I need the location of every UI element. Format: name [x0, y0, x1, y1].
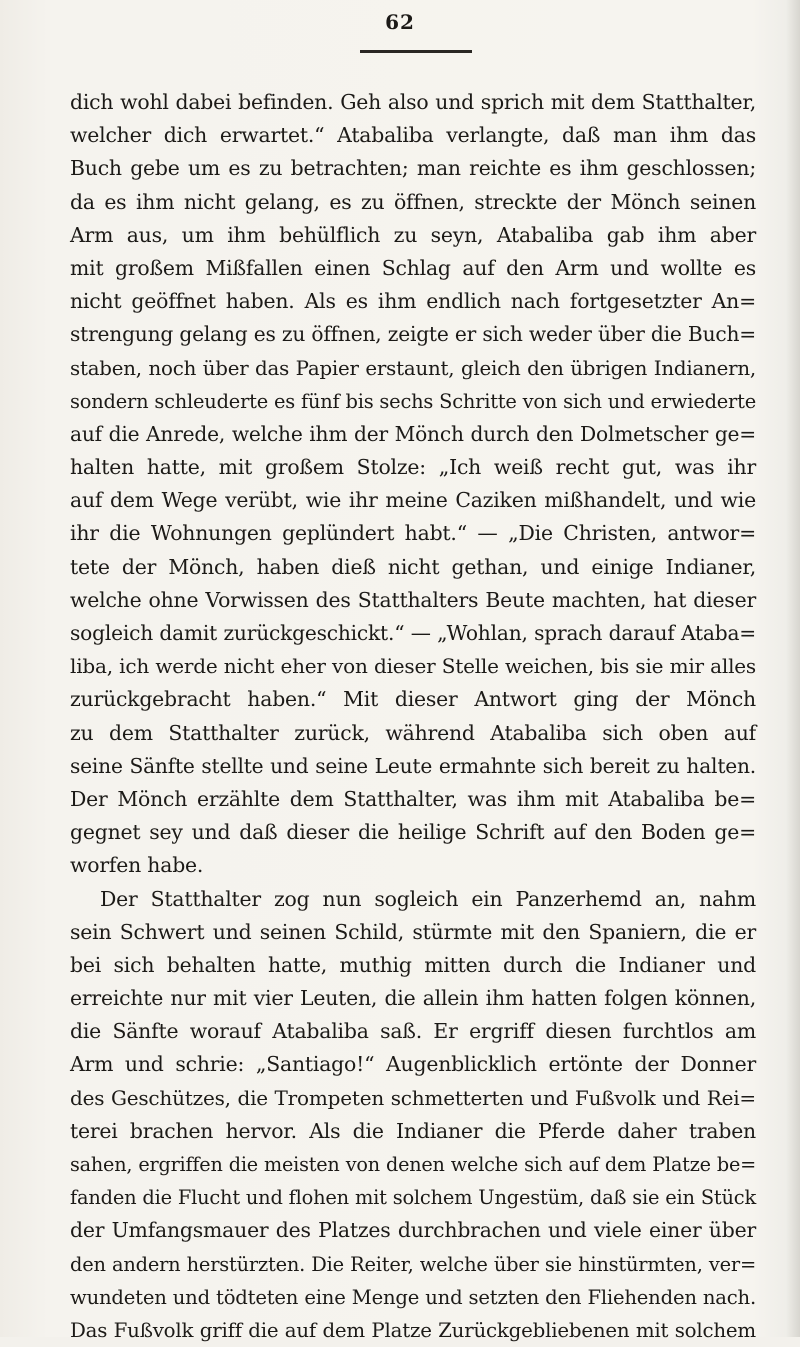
text-line: erreichte nur mit vier Leuten, die allein ihm hatten folgen können,: [70, 986, 756, 1011]
body-text: [70, 86, 756, 1347]
text-line: des Geschützes, die Trompeten schmetterten und Fußvolk und Rei=: [70, 1085, 756, 1110]
text-line: Buch gebe um es zu betrachten; man reichte es ihm geschlossen;: [70, 156, 756, 181]
text-line: zurückgebracht haben.“ Mit dieser Antwort ging der Mönch: [70, 687, 756, 712]
text-line: da es ihm nicht gelang, es zu öffnen, streckte der Mönch seinen: [70, 189, 756, 214]
text-line: staben, noch über das Papier erstaunt, gleich den übrigen Indianern,: [70, 356, 756, 380]
text-line: halten hatte, mit großem Stolze: „Ich weiß recht gut, was ihr: [70, 455, 756, 480]
text-line-paragraph-start: Der Statthalter zog nun sogleich ein Panzerhemd an, nahm: [100, 886, 756, 911]
text-line: strengung gelang es zu öffnen, zeigte er sich weder über die Buch=: [70, 322, 756, 347]
text-line: welcher dich erwartet.“ Atabaliba verlangte, daß man ihm das: [70, 123, 756, 148]
text-line: terei brachen hervor. Als die Indianer die Pferde daher traben: [70, 1118, 756, 1143]
header-rule: [360, 50, 472, 53]
text-line: liba, ich werde nicht eher von dieser Stelle weichen, bis sie mir alles: [70, 654, 756, 679]
text-line: auf die Anrede, welche ihm der Mönch durch den Dolmetscher ge=: [70, 421, 756, 446]
text-line: dich wohl dabei befinden. Geh also und sprich mit dem Statthalter,: [70, 90, 756, 114]
text-line: sondern schleuderte es fünf bis sechs Schritte von sich und erwiederte: [70, 389, 756, 413]
text-line: der Umfangsmauer des Platzes durchbrachen und viele einer über: [70, 1218, 756, 1243]
text-line: welche ohne Vorwissen des Statthalters Beute machten, hat dieser: [70, 587, 756, 612]
text-line-paragraph-end: worfen habe.: [70, 853, 204, 878]
text-line: wundeten und tödteten eine Menge und setzten den Fliehenden nach.: [70, 1285, 756, 1309]
page-edge-shadow: [786, 0, 800, 1337]
text-line: tete der Mönch, haben dieß nicht gethan, und einige Indianer,: [70, 554, 756, 579]
text-line: die Sänfte worauf Atabaliba saß. Er ergriff diesen furchtlos am: [70, 1019, 756, 1044]
text-line: Arm aus, um ihm behülflich zu seyn, Atabaliba gab ihm aber: [70, 222, 756, 247]
text-line: seine Sänfte stellte und seine Leute ermahnte sich bereit zu halten.: [70, 753, 756, 778]
text-line: Das Fußvolk griff die auf dem Platze Zurückgebliebenen mit solchem: [70, 1318, 756, 1342]
text-line: den andern herstürzten. Die Reiter, welche über sie hinstürmten, ver=: [70, 1252, 756, 1276]
text-line: gegnet sey und daß dieser die heilige Schrift auf den Boden ge=: [70, 820, 756, 845]
text-line: Arm und schrie: „Santiago!“ Augenblicklich ertönte der Donner: [70, 1052, 756, 1077]
page-number: 62: [385, 10, 415, 34]
text-line: zu dem Statthalter zurück, während Atabaliba sich oben auf: [70, 720, 756, 745]
text-line: fanden die Flucht und flohen mit solchem Ungestüm, daß sie ein Stück: [70, 1186, 756, 1210]
text-line: ihr die Wohnungen geplündert habt.“ — „Die Christen, antwor=: [70, 521, 756, 546]
text-line: sahen, ergriffen die meisten von denen welche sich auf dem Platze be=: [70, 1153, 756, 1176]
text-line: nicht geöffnet haben. Als es ihm endlich nach fortgesetzter An=: [70, 289, 756, 314]
text-line: mit großem Mißfallen einen Schlag auf den Arm und wollte es: [70, 255, 756, 280]
text-line: Der Mönch erzählte dem Statthalter, was ihm mit Atabaliba be=: [70, 786, 756, 811]
text-line: sogleich damit zurückgeschickt.“ — „Wohlan, sprach darauf Ataba=: [70, 621, 756, 645]
text-line: sein Schwert und seinen Schild, stürmte mit den Spaniern, die er: [70, 919, 756, 944]
text-line: bei sich behalten hatte, muthig mitten durch die Indianer und: [70, 952, 756, 977]
text-line: auf dem Wege verübt, wie ihr meine Caziken mißhandelt, und wie: [70, 488, 756, 513]
